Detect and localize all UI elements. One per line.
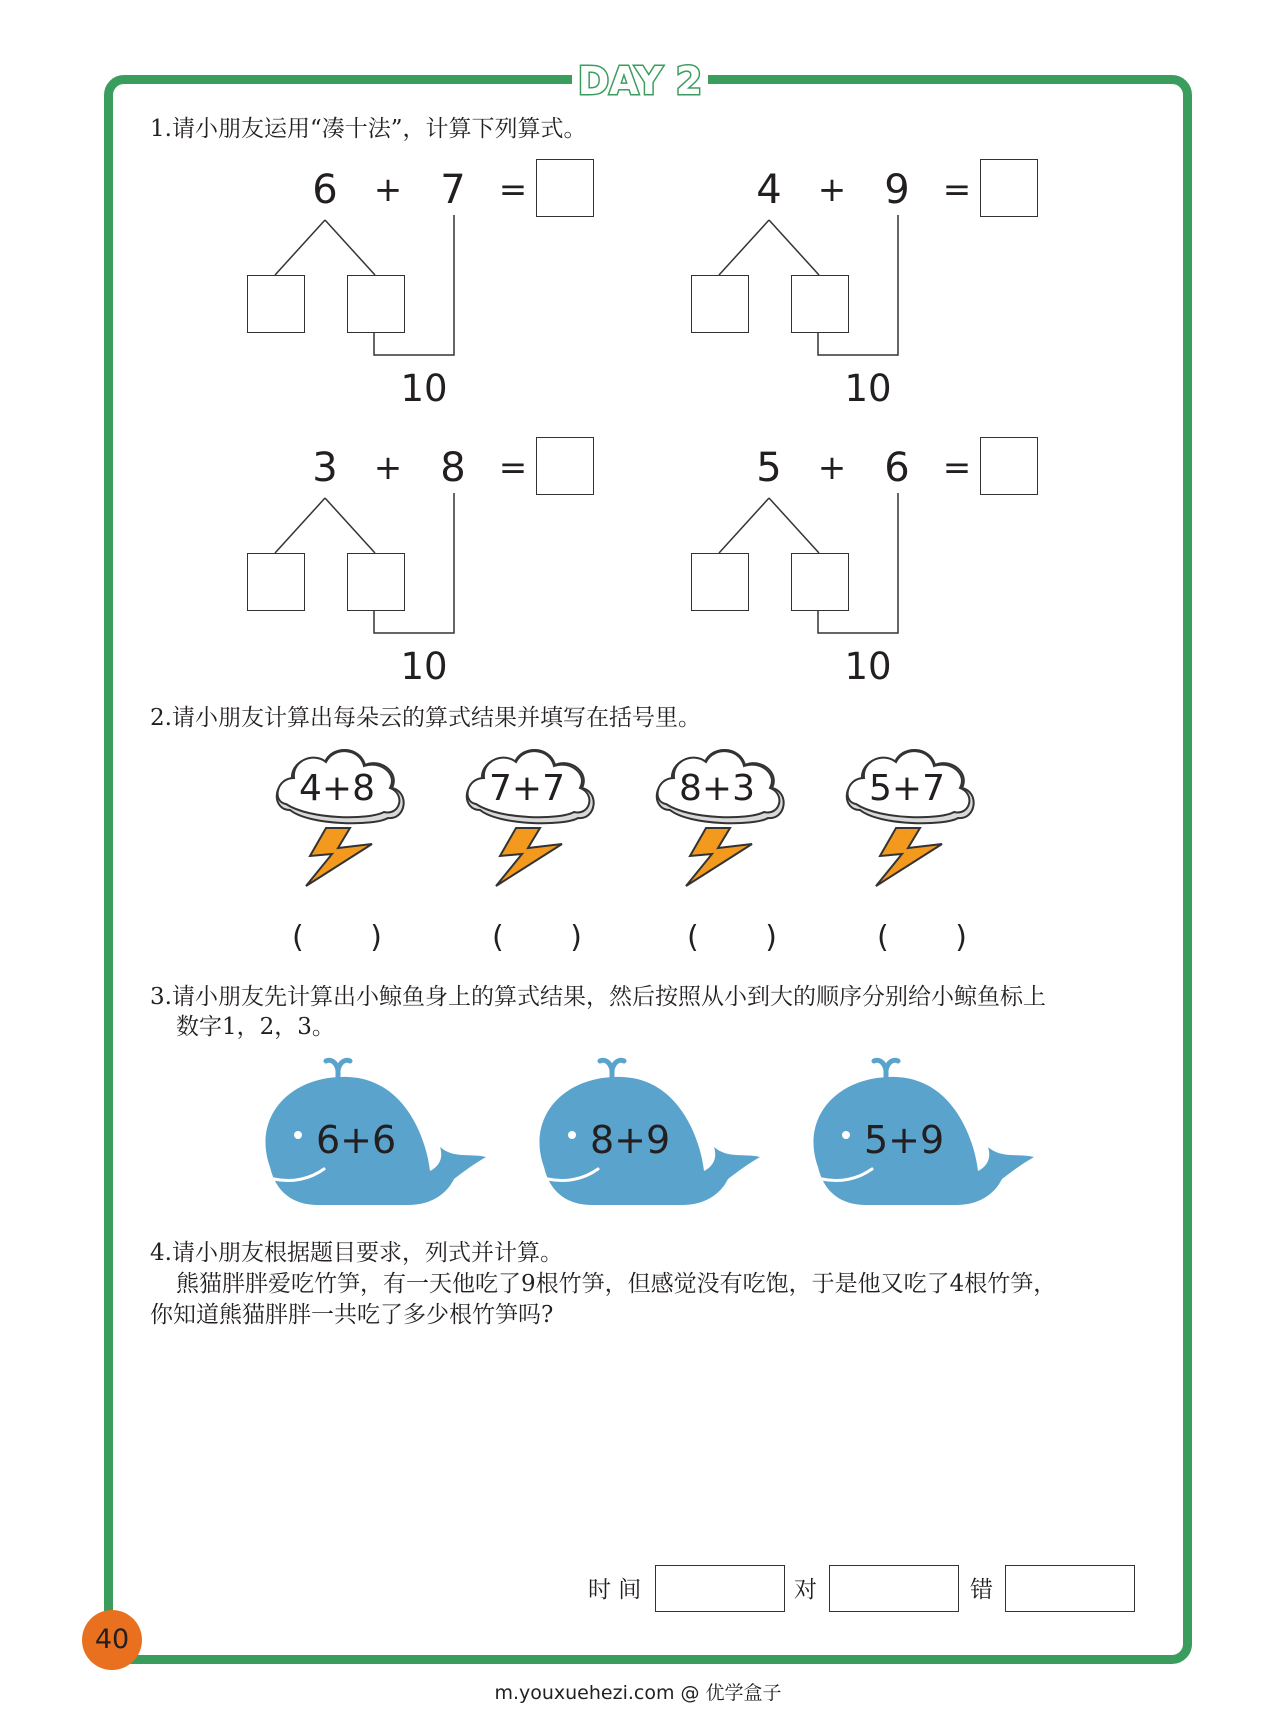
day-title-text: DAY 2	[577, 59, 703, 103]
time-box[interactable]	[655, 1565, 785, 1612]
cloud-expression: 7+7	[489, 768, 565, 809]
cloud-1	[270, 740, 410, 890]
cloud-3	[650, 740, 790, 890]
split-box-left[interactable]	[247, 553, 305, 611]
addend-a: 6	[312, 167, 338, 213]
addend-a: 4	[756, 167, 782, 213]
right-label: 对	[794, 1577, 817, 1603]
q3-title-line2: 数字1，2，3。	[176, 1014, 335, 1040]
addend-b: 9	[884, 167, 910, 213]
paren-open: (	[687, 920, 699, 955]
storm-cloud-icon	[840, 740, 980, 890]
time-label: 时 间	[588, 1577, 642, 1603]
storm-cloud-icon	[270, 740, 410, 890]
paren-close: )	[765, 920, 777, 955]
cloud-4	[840, 740, 980, 890]
paren-close: )	[955, 920, 967, 955]
q2-title: 2.请小朋友计算出每朵云的算式结果并填写在括号里。	[150, 705, 701, 731]
right-count-box[interactable]	[829, 1565, 959, 1612]
split-box-right[interactable]	[347, 275, 405, 333]
cloud-2	[460, 740, 600, 890]
answer-box[interactable]	[536, 159, 594, 217]
plus-sign: +	[373, 448, 403, 488]
answer-box[interactable]	[980, 437, 1038, 495]
q1-title: 1.请小朋友运用“凑十法”，计算下列算式。	[150, 116, 587, 142]
ten-label: 10	[400, 645, 448, 688]
q1-problem-3	[250, 443, 650, 723]
equals-sign: =	[942, 448, 972, 488]
whale-2	[532, 1055, 762, 1215]
addend-a: 3	[312, 445, 338, 491]
addend-a: 5	[756, 445, 782, 491]
storm-cloud-icon	[460, 740, 600, 890]
ten-label: 10	[844, 645, 892, 688]
paren-open: (	[877, 920, 889, 955]
paren-close: )	[570, 920, 582, 955]
plus-sign: +	[817, 170, 847, 210]
split-box-right[interactable]	[347, 553, 405, 611]
wrong-count-box[interactable]	[1005, 1565, 1135, 1612]
whale-expression: 5+9	[864, 1118, 945, 1162]
q4-line2: 你知道熊猫胖胖一共吃了多少根竹笋吗?	[150, 1302, 554, 1328]
addend-b: 8	[440, 445, 466, 491]
split-box-left[interactable]	[691, 553, 749, 611]
paren-close: )	[370, 920, 382, 955]
addend-b: 7	[440, 167, 466, 213]
cloud-expression: 4+8	[299, 768, 375, 809]
answer-box[interactable]	[980, 159, 1038, 217]
split-box-right[interactable]	[791, 553, 849, 611]
addend-b: 6	[884, 445, 910, 491]
split-box-left[interactable]	[691, 275, 749, 333]
equals-sign: =	[498, 170, 528, 210]
plus-sign: +	[817, 448, 847, 488]
whale-3	[806, 1055, 1036, 1215]
paren-open: (	[292, 920, 304, 955]
split-box-left[interactable]	[247, 275, 305, 333]
q1-problem-1	[250, 165, 650, 445]
ten-label: 10	[400, 367, 448, 410]
whale-expression: 6+6	[316, 1118, 397, 1162]
site-watermark: m.youxuehezi.com @ 优学盒子	[494, 1682, 782, 1704]
q4-title: 4.请小朋友根据题目要求，列式并计算。	[150, 1240, 563, 1266]
wrong-label: 错	[970, 1577, 993, 1603]
q3-title-line1: 3.请小朋友先计算出小鲸鱼身上的算式结果，然后按照从小到大的顺序分别给小鲸鱼标上	[150, 984, 1046, 1010]
q1-problem-2	[694, 165, 1094, 445]
q4-line1: 熊猫胖胖爱吃竹笋，有一天他吃了9根竹笋，但感觉没有吃饱，于是他又吃了4根竹笋，	[176, 1271, 1057, 1297]
equals-sign: =	[498, 448, 528, 488]
day-title	[570, 46, 710, 106]
plus-sign: +	[373, 170, 403, 210]
cloud-expression: 8+3	[679, 768, 755, 809]
storm-cloud-icon	[650, 740, 790, 890]
whale-1	[258, 1055, 488, 1215]
ten-label: 10	[844, 367, 892, 410]
page-number: 40	[82, 1610, 142, 1670]
paren-open: (	[492, 920, 504, 955]
split-box-right[interactable]	[791, 275, 849, 333]
cloud-expression: 5+7	[869, 768, 945, 809]
answer-box[interactable]	[536, 437, 594, 495]
whale-expression: 8+9	[590, 1118, 671, 1162]
equals-sign: =	[942, 170, 972, 210]
q1-problem-4	[694, 443, 1094, 723]
